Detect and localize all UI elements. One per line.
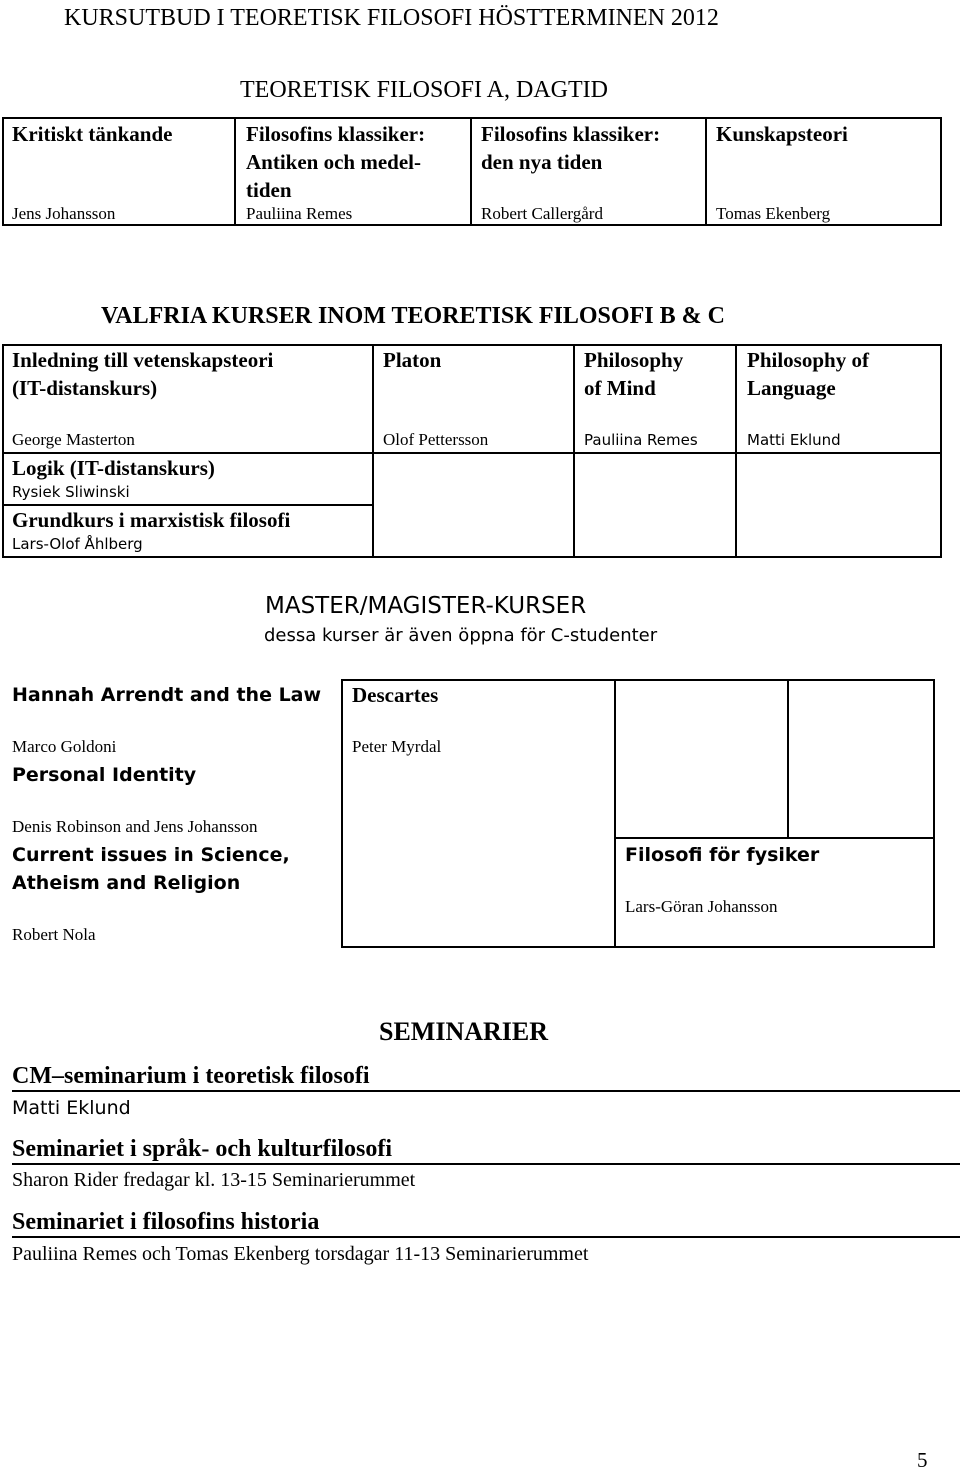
section-a-title: TEORETISK FILOSOFI A, DAGTID — [240, 77, 608, 103]
course-name: Hannah Arrendt and the Law — [12, 684, 322, 706]
section-bc-title: VALFRIA KURSER INOM TEORETISK FILOSOFI B & C — [101, 303, 725, 329]
page-number: 5 — [917, 1448, 928, 1472]
course-name: tiden — [246, 178, 292, 202]
seminar-name — [12, 1135, 960, 1165]
seminar-name — [12, 1208, 960, 1238]
seminar-detail: Pauliina Remes och Tomas Ekenberg torsdagar 11-13 Seminarierummet — [12, 1243, 589, 1265]
course-name: Language — [747, 376, 836, 400]
course-name: Current issues in Science, — [12, 844, 290, 866]
course-teacher: Lars-Olof Åhlberg — [12, 535, 143, 553]
seminar-name-text: Seminariet i filosofins historia — [12, 1208, 960, 1238]
course-teacher: Pauliina Remes — [584, 431, 698, 449]
seminar-name — [12, 1062, 960, 1092]
course-teacher: Robert Nola — [12, 925, 96, 944]
seminar-detail: Matti Eklund — [12, 1097, 131, 1119]
course-teacher: Robert Callergård — [481, 204, 603, 223]
course-name: Logik (IT-distanskurs) — [12, 456, 215, 480]
course-name: den nya tiden — [481, 150, 603, 174]
course-name: Kritiskt tänkande — [12, 122, 173, 146]
course-name: Grundkurs i marxistisk filosofi — [12, 508, 291, 532]
page-title: KURSUTBUD I TEORETISK FILOSOFI HÖSTTERMINEN 2012 — [64, 5, 719, 31]
course-name: Filosofi för fysiker — [625, 844, 820, 866]
seminars-title: SEMINARIER — [379, 1017, 549, 1046]
course-name: Antiken och medel- — [246, 150, 421, 174]
course-name: Personal Identity — [12, 764, 197, 786]
course-name: Inledning till vetenskapsteori — [12, 348, 274, 372]
course-name: Atheism and Religion — [12, 872, 241, 894]
course-teacher: Pauliina Remes — [246, 204, 353, 223]
course-name: Philosophy — [584, 348, 684, 372]
section-master-title: MASTER/MAGISTER-KURSER — [265, 593, 587, 619]
course-teacher: Peter Myrdal — [352, 737, 442, 756]
course-name: Philosophy of — [747, 348, 869, 372]
seminar-detail: Sharon Rider fredagar kl. 13-15 Seminarierummet — [12, 1169, 416, 1191]
course-teacher: Matti Eklund — [747, 431, 841, 449]
course-name: Filosofins klassiker: — [246, 122, 426, 146]
course-teacher: Tomas Ekenberg — [716, 204, 831, 223]
course-teacher: Rysiek Sliwinski — [12, 483, 130, 501]
course-teacher: Jens Johansson — [12, 204, 116, 223]
section-master-subtitle: dessa kurser är även öppna för C-studenter — [264, 625, 658, 646]
course-name: Descartes — [352, 683, 439, 707]
course-teacher: Marco Goldoni — [12, 737, 117, 756]
seminar-name-text: CM–seminarium i teoretisk filosofi — [12, 1062, 960, 1092]
course-name: of Mind — [584, 376, 656, 400]
course-teacher: Olof Pettersson — [383, 430, 489, 449]
course-teacher: Denis Robinson and Jens Johansson — [12, 817, 258, 836]
course-name: Platon — [383, 348, 442, 372]
course-teacher: George Masterton — [12, 430, 135, 449]
seminar-name-text: Seminariet i språk- och kulturfilosofi — [12, 1135, 960, 1165]
course-teacher: Lars-Göran Johansson — [625, 897, 778, 916]
course-name: (IT-distanskurs) — [12, 376, 158, 400]
course-name: Filosofins klassiker: — [481, 122, 661, 146]
course-name: Kunskapsteori — [716, 122, 848, 146]
